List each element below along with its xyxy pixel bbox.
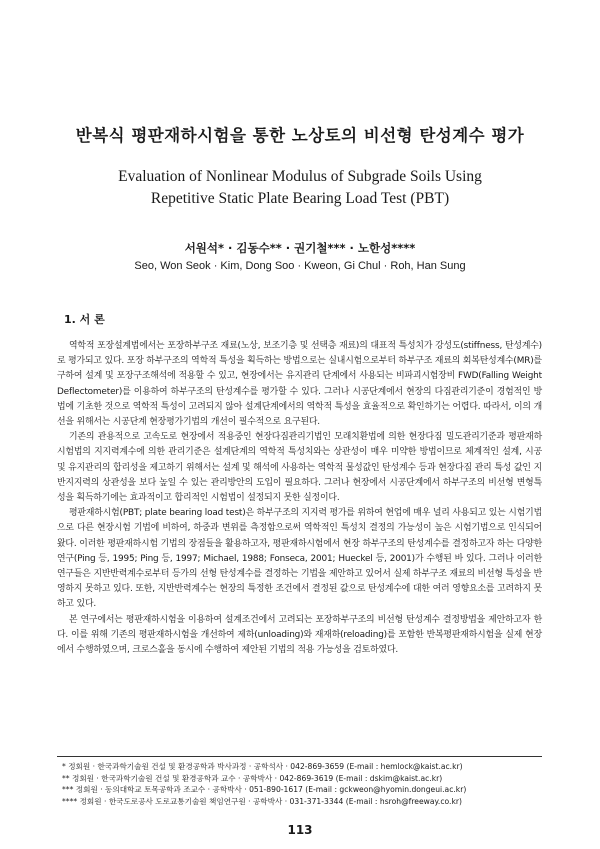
footnote: * 정회원 · 한국과학기술원 건설 및 환경공학과 박사과정 · 공학석사 · 042-869-3659 (E-mail : hemlock@kaist.ac.kr)	[62, 762, 463, 771]
footnote-divider	[57, 756, 542, 757]
title-english-line: Repetitive Static Plate Bearing Load Test (PBT)	[150, 190, 450, 207]
paragraph: 기존의 관용적으로 고속도로 현장에서 적용중인 현장다짐관리기법인 모래치환법에 의한 현장다짐 밀도관리기준과 평판재하시험법의 지지력계수에 의한 관리기준은 설계단계의 역학적 특성치와는 상관성이 매우 미약한 방법이므로 체계적인 설계, 시공 및 유지관리의 합리성을 제고하기 위해서는 설계 및 해석에 사용하는 역학적 물성값인 탄성계수 등과 현장다짐 관리 특성 값인 지반지지력의 상관성을 보다 높일 수 있는 관리방안의 도입이 필요하다. 그러나 현장에서 시공단계에서 하부구조의 비선형 변형특성을 획득하기에는 효과적이고 합리적인 시험법이 설정되지 못한 실정이다.	[57, 432, 542, 504]
authors-english: Seo, Won Seok · Kim, Dong Soo · Kweon, Gi Chul · Roh, Han Sung	[134, 260, 466, 272]
footnotes	[62, 761, 547, 807]
paragraph: 평판재하시험(PBT; plate bearing load test)은 하부구조의 지지력 평가를 위하여 현업에 매우 널리 사용되고 있는 시험기법으로 다른 현장시험 기법에 비하여, 하중과 변위를 측정함으로써 역학적인 특성치 결정의 가능성이 높은 시험기법으로 인식되어 왔다. 이러한 평판재하시험 기법의 장점들을 활용하고자, 평판재하시험에서 현장 하부구조의 탄성계수를 결정하고자 하는 다양한 연구(Ping 등, 1995; Ping 등, 1997; Michael, 1988; Fonseca, 2001; Hueckel 등, 2001)가 수행된 바 있다. 그러나 이러한 연구들은 지반반력계수로부터 등가의 선형 탄성계수를 결정하는 기법을 제안하고 있어서 실제 하부구조 재료의 비선형 특성을 반영하지 못하고 있다. 또한, 지반반력계수는 현장의 특정한 조건에서 결정된 값으로 탄성계수에 대한 여러 영향요소를 고려하지 못하고 있다.	[57, 508, 542, 610]
footnote: ** 정회원 · 한국과학기술원 건설 및 환경공학과 교수 · 공학박사 · 042-869-3619 (E-mail : dskim@kaist.ac.kr)	[62, 773, 443, 783]
footnote: **** 정회원 · 한국도로공사 도로교통기술원 책임연구원 · 공학박사 · 031-371-3344 (E-mail : hsroh@freeway.co.kr)	[62, 796, 462, 806]
title-english	[40, 166, 560, 210]
page-number: 113	[287, 823, 313, 837]
title-english-line: Evaluation of Nonlinear Modulus of Subgrade Soils Using	[118, 168, 482, 185]
paragraph: 본 연구에서는 평판재하시험을 이용하여 설계조건에서 고려되는 포장하부구조의 비선형 탄성계수 결정방법을 제안하고자 한다. 이를 위해 기존의 평판재하시험을 개선하여 제하(unloading)와 재재하(reloading)를 포함한 반복평판재하시험을 실제 현장에서 수행하였으며, 크로스홀을 동시에 수행하여 제안된 기법의 적용 가능성을 검토하였다.	[57, 614, 542, 656]
authors-korean: 서원석* · 김동수** · 권기철*** · 노한성****	[184, 241, 416, 255]
paragraph: 역학적 포장설계법에서는 포장하부구조 재료(노상, 보조기층 및 선택층 재료)의 대표적 특성치가 강성도(stiffness, 탄성계수)로 평가되고 있다. 포장 하부구조의 역학적 특성을 획득하는 방법으로는 실내시험으로부터 하부구조 재료의 회복탄성계수(MR)를 구하여 설계 및 포장구조해석에 적용할 수 있고, 현장에서는 유지관리 단계에서 사용되는 비파괴시험장비 FWD(Falling Weight Deflectometer)를 이용하여 하부구조의 탄성계수를 평가할 수 있다. 그러나 시공단계에서 현장의 다짐관리기준이 경험적인 방법에 기초한 것으로 역학적 특성이 고려되지 않아 설계단계에서의 역학적 특성을 효율적으로 확인하기는 어렵다. 따라서, 이의 개선을 위해서는 시공단계 현장평가기법의 개선이 필수적으로 요구된다.	[57, 341, 542, 428]
section-heading: 1. 서 론	[64, 313, 105, 326]
body-text	[57, 339, 542, 658]
footnote: *** 정회원 · 동의대학교 토목공학과 조교수 · 공학박사 · 051-890-1617 (E-mail : gckweon@hyomin.dongeui.ac.kr)	[62, 785, 467, 795]
title-korean: 반복식 평판재하시험을 통한 노상토의 비선형 탄성계수 평가	[75, 126, 525, 145]
